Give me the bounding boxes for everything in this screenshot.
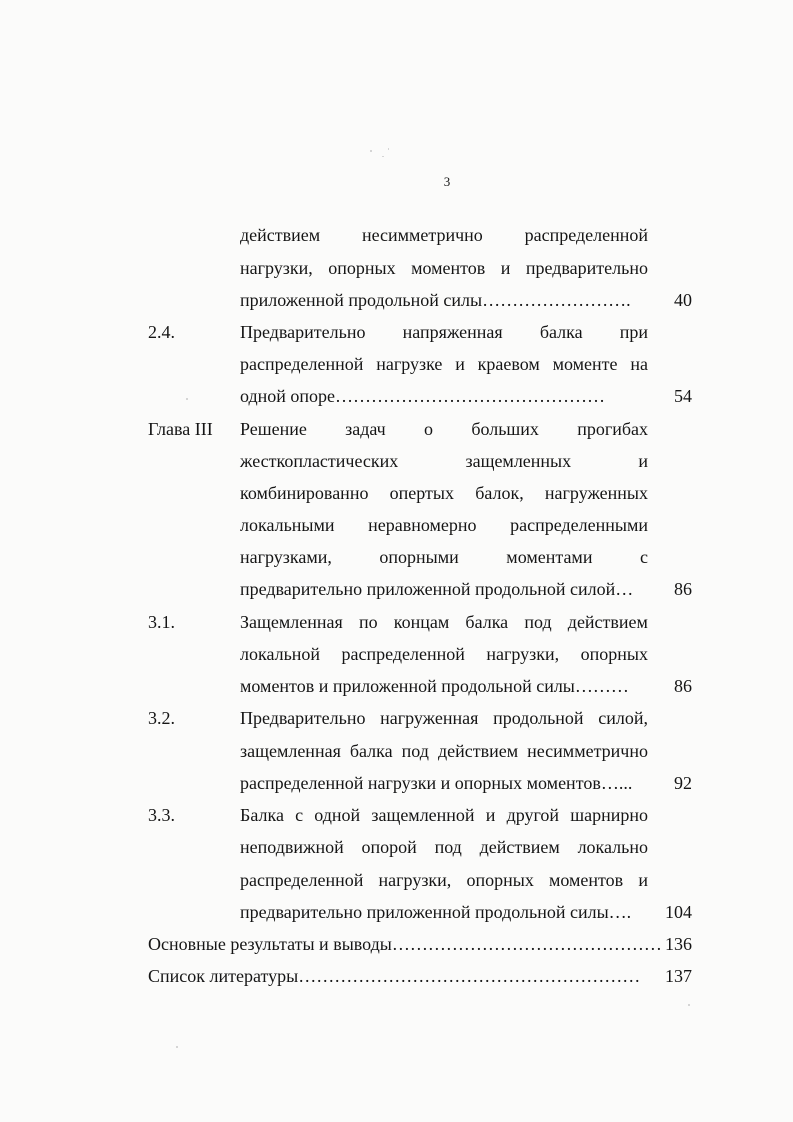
toc-page-number: 86 [674, 676, 692, 696]
toc-word: опертых [389, 483, 454, 503]
toc-word: Предварительно [240, 322, 366, 342]
toc-word: моментов [411, 258, 486, 278]
toc-word: с [295, 805, 304, 825]
toc-line [240, 450, 648, 472]
toc-line: предварительно приложенной продольной силой… [240, 579, 634, 599]
toc-word: концам [393, 612, 450, 632]
toc-word: под [401, 741, 429, 761]
toc-section-number: Глава III [148, 419, 213, 439]
toc-section-number: 3.2. [148, 708, 175, 728]
toc-word: нагруженных [544, 483, 648, 503]
toc-line [240, 482, 648, 504]
toc-word: Балка [240, 805, 284, 825]
toc-line: приложенной продольной силы……………………. [240, 290, 631, 310]
toc-word: распределенной [240, 354, 364, 374]
toc-word: моменте [552, 354, 618, 374]
toc-word: нагрузки, [486, 644, 560, 664]
toc-word: под [524, 612, 552, 632]
toc-word: Решение [240, 419, 307, 439]
toc-word: защемленных [465, 451, 572, 471]
toc-line: одной опоре……………………………………… [240, 386, 606, 406]
toc-line [240, 869, 648, 891]
toc-section-number: 2.4. [148, 322, 175, 342]
toc-word: действием [437, 741, 519, 761]
toc-page-number: 92 [674, 773, 692, 793]
page-number: 3 [443, 174, 451, 189]
toc-section-number: 3.3. [148, 805, 175, 825]
toc-page-number: 40 [674, 290, 692, 310]
toc-page-number: 86 [674, 579, 692, 599]
toc-word: опорных [580, 644, 648, 664]
toc-line [240, 224, 648, 246]
scan-speck [388, 148, 389, 150]
toc-word: напряженная [402, 322, 503, 342]
toc-word: опорными [379, 547, 459, 567]
toc-word: и [485, 805, 496, 825]
toc-line: распределенной нагрузки и опорных моментов…... [240, 773, 633, 793]
toc-word: Предварительно [240, 708, 366, 728]
toc-word: одной [314, 805, 361, 825]
toc-line [240, 546, 648, 568]
toc-word: с [639, 547, 648, 567]
toc-word: локальными [240, 515, 335, 535]
toc-word: локально [577, 837, 648, 857]
toc-word: шарнирно [570, 805, 648, 825]
toc-word: и [638, 870, 648, 890]
toc-line: Список литературы………………………………………………… [148, 966, 641, 986]
toc-word: действием [240, 225, 321, 245]
toc-word: предварительно [525, 258, 648, 278]
toc-line [240, 643, 648, 665]
toc-line: предварительно приложенной продольной силы…. [240, 902, 632, 922]
toc-word: продольной [493, 708, 584, 728]
toc-word: жесткопластических [240, 451, 399, 471]
toc-word: краевом [477, 354, 540, 374]
toc-line [240, 353, 648, 375]
toc-word: комбинированно [240, 483, 369, 503]
toc-word: опорой [361, 837, 417, 857]
toc-line: Основные результаты и выводы……………………………………… [148, 934, 662, 954]
toc-word: задач [345, 419, 386, 439]
toc-word: по [358, 612, 378, 632]
toc-word: и [500, 258, 511, 278]
toc-word: распределенной [341, 644, 465, 664]
toc-word: нагрузки, [378, 870, 452, 890]
toc-word: несимметрично [527, 741, 648, 761]
toc-word: балок, [475, 483, 524, 503]
toc-word: распределенной [240, 870, 364, 890]
scan-speck [186, 398, 188, 400]
toc-word: и [638, 451, 648, 471]
toc-word: локальной [240, 644, 321, 664]
toc-word: несимметрично [361, 225, 483, 245]
toc-word: защемленной [371, 805, 475, 825]
toc-line [240, 707, 648, 729]
scan-speck [176, 1046, 178, 1048]
toc-word: другой [506, 805, 560, 825]
toc-word: моментами [506, 547, 593, 567]
toc-word: балка [349, 741, 393, 761]
toc-word: прогибах [577, 419, 648, 439]
toc-line: моментов и приложенной продольной силы……… [240, 676, 629, 696]
toc-word: защемленная [240, 741, 341, 761]
toc-word: при [619, 322, 648, 342]
toc-line [240, 804, 648, 826]
toc-page-number: 137 [665, 966, 692, 986]
toc-section-number: 3.1. [148, 612, 175, 632]
toc-page-number: 54 [674, 386, 692, 406]
toc-line [240, 836, 648, 858]
toc-page-number: 104 [665, 902, 692, 922]
scan-speck [688, 1004, 690, 1006]
toc-word: нагрузки, [240, 258, 313, 278]
toc-line [240, 321, 648, 343]
toc-word: моментов [548, 870, 624, 890]
toc-word: неподвижной [240, 837, 344, 857]
toc-word: опорных [466, 870, 534, 890]
toc-word: распределенными [510, 515, 648, 535]
toc-word: балка [539, 322, 583, 342]
toc-word: нагрузке [376, 354, 443, 374]
toc-word: и [455, 354, 465, 374]
toc-word: нагруженная [380, 708, 479, 728]
toc-word: под [434, 837, 462, 857]
toc-word: о [424, 419, 434, 439]
toc-word: нагрузками, [240, 547, 332, 567]
toc-line [240, 611, 648, 633]
toc-word: больших [471, 419, 539, 439]
toc-word: балка [465, 612, 509, 632]
toc-line [240, 418, 648, 440]
toc-line [240, 257, 648, 279]
toc-word: Защемленная [240, 612, 343, 632]
toc-line [240, 514, 648, 536]
scan-speck [370, 150, 372, 152]
toc-word: неравномерно [368, 515, 477, 535]
toc-page-number: 136 [665, 934, 692, 954]
toc-word: распределенной [524, 225, 648, 245]
toc-line [240, 740, 648, 762]
toc-word: действием [479, 837, 560, 857]
toc-word: на [630, 354, 648, 374]
toc-word: действием [567, 612, 648, 632]
scan-speck [382, 156, 384, 157]
toc-word: опорных [328, 258, 396, 278]
toc-word: силой, [598, 708, 648, 728]
